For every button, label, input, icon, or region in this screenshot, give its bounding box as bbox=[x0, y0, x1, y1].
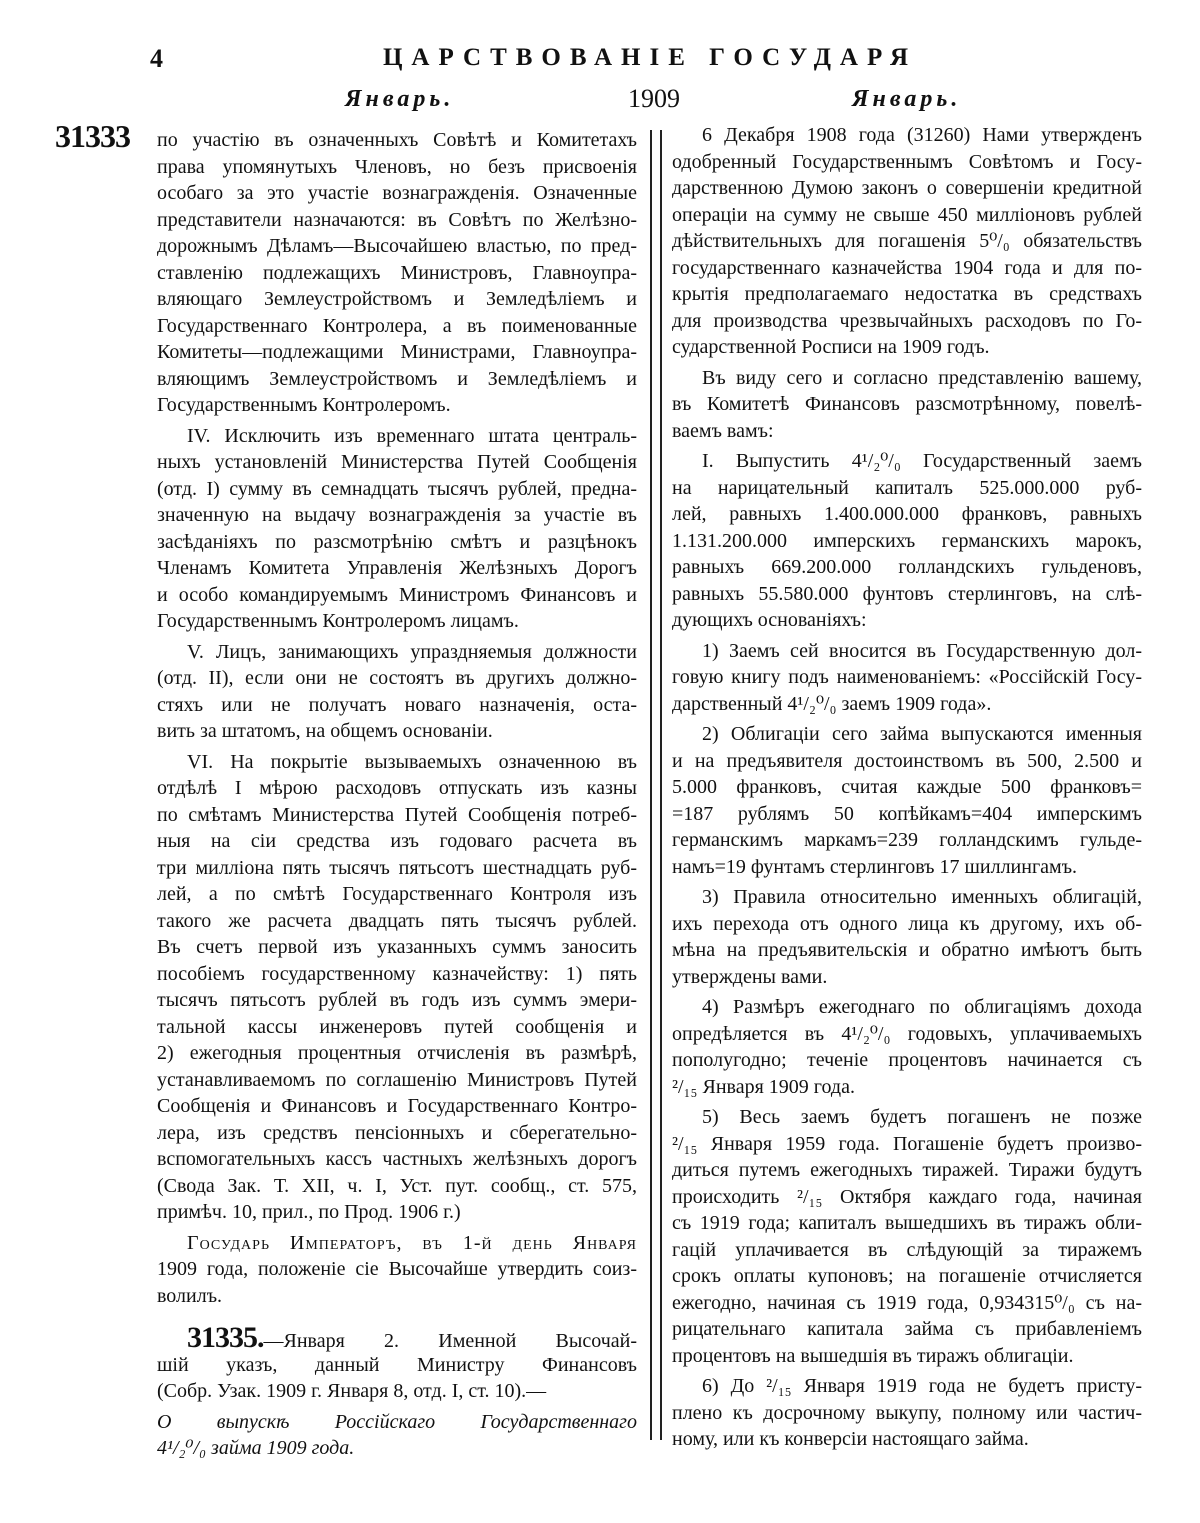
text-line: права упомянутыхъ Членовъ, но безъ присвоенія bbox=[157, 155, 637, 178]
text-line: О выпускѣ Россійскаго Государственнаго bbox=[157, 1410, 637, 1433]
month-label-right: Январь. bbox=[852, 86, 962, 112]
text-line: 4¹/₂⁰/₀ займа 1909 года. bbox=[157, 1437, 355, 1459]
text-line: примѣч. 10, прил., по Прод. 1906 г.) bbox=[157, 1201, 461, 1223]
text-line: Членамъ Комитета Управленія Желѣзныхъ Дорогъ bbox=[157, 557, 637, 579]
text-line: 1909 года, положеніе сіе Высочайше утвердить соиз- bbox=[157, 1258, 637, 1280]
text-line: одобренный Государственнымъ Совѣтомъ и Госу- bbox=[672, 150, 1142, 173]
text-line: тальной кассы инженеровъ путей сообщенія и bbox=[157, 1015, 637, 1038]
text-line: ихъ перехода отъ одного лица къ другому, ихъ об- bbox=[672, 912, 1142, 935]
text-line: 1) Заемъ сей вносится въ Государственную дол- bbox=[702, 639, 1142, 662]
text-line: пополугодно; теченіе процентовъ начинается съ bbox=[672, 1049, 1142, 1071]
page-number: 4 bbox=[150, 44, 163, 73]
text-line: Государь Императоръ, въ 1-й день Января bbox=[187, 1231, 637, 1254]
text-line: IV. Исключить изъ временнаго штата централь- bbox=[187, 424, 637, 447]
text-line: ²/₁₅ Января 1959 года. Погашеніе будетъ произво- bbox=[672, 1132, 1142, 1155]
running-title: ЦАРСТВОВАНІЕ ГОСУДАРЯ bbox=[382, 44, 918, 71]
text-line: для производства чрезвычайныхъ расходовъ по Го- bbox=[672, 309, 1142, 332]
text-line: Государственнымъ Контролеромъ лицамъ. bbox=[157, 610, 519, 632]
text-line: гацій уплачивается въ слѣдующій за тиражемъ bbox=[672, 1238, 1142, 1261]
text-line: волилъ. bbox=[157, 1284, 223, 1307]
text-line: равныхъ 55.580.000 фунтовъ стерлинговъ, на слѣ- bbox=[672, 582, 1142, 605]
text-line: пособіемъ государственному казначейству: 1) пять bbox=[157, 962, 637, 985]
text-line: ежегодно, начиная съ 1919 года, 0,934315⁰/₀ съ на- bbox=[672, 1291, 1142, 1314]
text-line: 2) ежегодныя процентныя отчисленія въ размѣрѣ, bbox=[157, 1042, 637, 1064]
text-line: тысячъ пятьсотъ рублей въ годъ изъ суммъ эмери- bbox=[157, 989, 637, 1011]
text-line: Въ счетъ первой изъ указанныхъ суммъ заносить bbox=[157, 936, 637, 958]
right-column bbox=[672, 122, 1142, 1453]
text-line: стяхъ или не получатъ новаго назначенія, оста- bbox=[157, 693, 637, 716]
text-line: 6) До ²/₁₅ Января 1919 года не будетъ присту- bbox=[702, 1375, 1142, 1397]
entry-heading bbox=[157, 1321, 637, 1405]
text-line: плено къ досрочному выкупу, полному или частич- bbox=[672, 1401, 1142, 1424]
left-column bbox=[157, 127, 637, 1462]
text-line: лера, изъ средствъ пенсіонныхъ и сберегательно- bbox=[157, 1121, 637, 1144]
text-line: вить за штатомъ, на общемъ основаніи. bbox=[157, 720, 493, 742]
text-line: мѣна на предъявительскія и обратно имѣютъ быть bbox=[672, 939, 1142, 961]
text-line: рицательнаго капитала займа съ прибавленіемъ bbox=[672, 1318, 1142, 1340]
text-line: утверждены вами. bbox=[672, 965, 828, 988]
entry-heading-text: —Января 2. Именной Высочай- bbox=[263, 1330, 637, 1352]
text-line: дарственный 4¹/₂⁰/₀ заемъ 1909 года». bbox=[672, 692, 992, 715]
paragraph bbox=[157, 1409, 637, 1462]
text-line: Въ виду сего и согласно представленію вашему, bbox=[702, 366, 1142, 389]
text-line: ныя на сіи средства изъ годоваго расчета въ bbox=[157, 830, 637, 852]
text-line: вляющимъ Землеустройствомъ и Земледѣліемъ и bbox=[157, 367, 637, 390]
text-line: Государственнымъ Контролеромъ. bbox=[157, 394, 451, 416]
text-line: процентовъ на вышедшія въ тиражъ облигаціи. bbox=[672, 1344, 1074, 1367]
paragraph bbox=[157, 423, 637, 635]
text-line: 5) Весь заемъ будетъ погашенъ не позже bbox=[702, 1106, 1142, 1128]
text-line: сударственной Росписи на 1909 годъ. bbox=[672, 336, 990, 358]
text-line: 5.000 франковъ, считая каждые 500 франковъ= bbox=[672, 776, 1142, 798]
paragraph bbox=[672, 448, 1142, 634]
text-line: устанавливаемомъ по соглашенію Министровъ Путей bbox=[157, 1068, 637, 1091]
text-line: операціи на сумму не свыше 450 милліоновъ рублей bbox=[672, 203, 1142, 226]
text-line: Комитеты—подлежащими Министрами, Главноупра- bbox=[157, 341, 637, 363]
text-line: (отд. I) сумму въ семнадцать тысячъ рублей, предна- bbox=[157, 477, 637, 500]
text-line: (Свода Зак. Т. XII, ч. I, Уст. пут. сообщ., ст. 575, bbox=[157, 1174, 637, 1197]
text-line: равныхъ 669.200.000 голландскихъ гульденовъ, bbox=[672, 556, 1142, 578]
text-line: по участію въ означенныхъ Совѣтѣ и Комитетахъ bbox=[157, 129, 637, 151]
text-line: засѣданіяхъ по разсмотрѣнію смѣтъ и разцѣнокъ bbox=[157, 530, 637, 553]
text-line: вспомогательныхъ кассъ частныхъ желѣзныхъ дорогъ bbox=[157, 1148, 637, 1170]
text-line: говую книгу подъ наименованіемъ: «Россійскій Госу- bbox=[672, 666, 1142, 688]
paragraph bbox=[672, 365, 1142, 445]
text-line: Сообщенія и Финансовъ и Государственнаго Контро- bbox=[157, 1095, 637, 1117]
text-line: происходить ²/₁₅ Октября каждаго года, начиная bbox=[672, 1185, 1142, 1208]
text-line: въ Комитетѣ Финансовъ разсмотрѣнному, повелѣ- bbox=[672, 393, 1142, 415]
text-line: представители назначаются: въ Совѣтъ по Желѣзно- bbox=[157, 208, 637, 231]
text-line: ²/₁₅ Января 1909 года. bbox=[672, 1075, 855, 1098]
paragraph bbox=[157, 1230, 637, 1310]
text-line: такого же расчета двадцать пять тысячъ рублей. bbox=[157, 909, 637, 932]
text-line: 2) Облигаціи сего займа выпускаются именныя bbox=[702, 723, 1142, 745]
text-line: I. Выпустить 4¹/₂⁰/₀ Государственный заемъ bbox=[702, 450, 1142, 472]
paragraph bbox=[672, 1373, 1142, 1453]
paragraph bbox=[672, 994, 1142, 1100]
paragraph bbox=[672, 884, 1142, 990]
text-line: три милліона пять тысячъ пятьсотъ шестнадцать руб- bbox=[157, 856, 637, 879]
text-line: намъ=19 фунтамъ стерлинговъ 17 шиллингамъ. bbox=[672, 855, 1078, 878]
paragraph bbox=[157, 749, 637, 1226]
text-line: срокъ оплаты купоновъ; на погашеніе отчисляется bbox=[672, 1265, 1142, 1287]
text-line: =187 рублямъ 50 копѣйкамъ=404 имперскимъ bbox=[672, 802, 1142, 825]
paragraph bbox=[672, 1104, 1142, 1369]
text-line: 6 Декабря 1908 года (31260) Нами утвержденъ bbox=[702, 124, 1142, 146]
column-divider bbox=[650, 130, 652, 1440]
text-line: ному, или къ конверсіи настоящаго займа. bbox=[672, 1428, 1029, 1450]
text-line: VI. На покрытіе вызываемыхъ означенною въ bbox=[187, 750, 637, 773]
paragraph bbox=[672, 122, 1142, 361]
text-line: опредѣляется въ 4¹/₂⁰/₀ годовыхъ, уплачиваемыхъ bbox=[672, 1022, 1142, 1045]
text-line: вляющаго Землеустройствомъ и Земледѣліемъ и bbox=[157, 288, 637, 310]
text-line: отдѣлѣ I мѣрою расходовъ отпускать изъ казны bbox=[157, 777, 637, 799]
paragraph bbox=[672, 721, 1142, 880]
text-line: дарственною Думою законъ о совершеніи кредитной bbox=[672, 177, 1142, 199]
paragraph bbox=[672, 638, 1142, 718]
text-line: дорожнымъ Дѣламъ—Высочайшею властью, по пред- bbox=[157, 235, 637, 257]
month-label-left: Январь. bbox=[345, 86, 455, 112]
text-line: особаго за это участіе вознагражденія. Означенные bbox=[157, 182, 637, 204]
text-line: V. Лицъ, занимающихъ упраздняемыя должности bbox=[187, 640, 637, 663]
text-line: крытія предполагаемаго недостатка въ средствахъ bbox=[672, 283, 1142, 305]
text-line: по смѣтамъ Министерства Путей Сообщенія потреб- bbox=[157, 803, 637, 826]
text-line: и на предъявителя достоинствомъ въ 500, 2.500 и bbox=[672, 749, 1142, 772]
text-line: ныхъ установленій Министерства Путей Сообщенія bbox=[157, 451, 637, 473]
text-line: дующихъ основаніяхъ: bbox=[672, 609, 867, 631]
text-line: шій указъ, данный Министру Финансовъ bbox=[157, 1353, 637, 1376]
column-divider bbox=[660, 130, 662, 1440]
entry-number: 31335. bbox=[187, 1321, 264, 1354]
text-line: и особо командируемымъ Министромъ Финансовъ и bbox=[157, 583, 637, 606]
paragraph bbox=[157, 127, 637, 419]
year-label: 1909 bbox=[628, 84, 680, 113]
text-line: на нарицательный капиталъ 525.000.000 руб- bbox=[672, 476, 1142, 499]
text-line: 1.131.200.000 имперскихъ германскихъ марокъ, bbox=[672, 529, 1142, 552]
text-line: (отд. II), если они не состоятъ въ другихъ должно- bbox=[157, 667, 637, 689]
text-line: 3) Правила относительно именныхъ облигацій, bbox=[702, 886, 1142, 908]
text-line bbox=[157, 1321, 637, 1354]
text-line: лей, равныхъ 1.400.000.000 франковъ, равныхъ bbox=[672, 503, 1142, 525]
text-line: 4) Размѣръ ежегоднаго по облигаціямъ дохода bbox=[702, 996, 1142, 1018]
text-line: дѣйствительныхъ для погашенія 5⁰/₀ обязательствъ bbox=[672, 230, 1142, 252]
text-line: германскимъ маркамъ=239 голландскимъ гульде- bbox=[672, 829, 1142, 851]
text-line: государственнаго казначейства 1904 года и для по- bbox=[672, 256, 1142, 279]
text-line: ставленію подлежащихъ Министровъ, Главноупра- bbox=[157, 261, 637, 284]
text-line: значенную на выдачу вознагражденія за участіе въ bbox=[157, 504, 637, 526]
text-line: лей, а по смѣтѣ Государственнаго Контроля изъ bbox=[157, 883, 637, 905]
margin-entry-number: 31333 bbox=[55, 118, 130, 154]
text-line: Государственнаго Контролера, а въ поименованные bbox=[157, 314, 637, 337]
text-line: (Собр. Узак. 1909 г. Января 8, отд. I, ст. 10).— bbox=[157, 1380, 547, 1402]
text-line: ваемъ вамъ: bbox=[672, 419, 774, 442]
paragraph bbox=[157, 639, 637, 745]
text-line: диться путемъ ежегодныхъ тиражей. Тиражи будутъ bbox=[672, 1159, 1142, 1181]
text-line: съ 1919 года; капиталъ вышедшихъ въ тиражъ обли- bbox=[672, 1212, 1142, 1234]
